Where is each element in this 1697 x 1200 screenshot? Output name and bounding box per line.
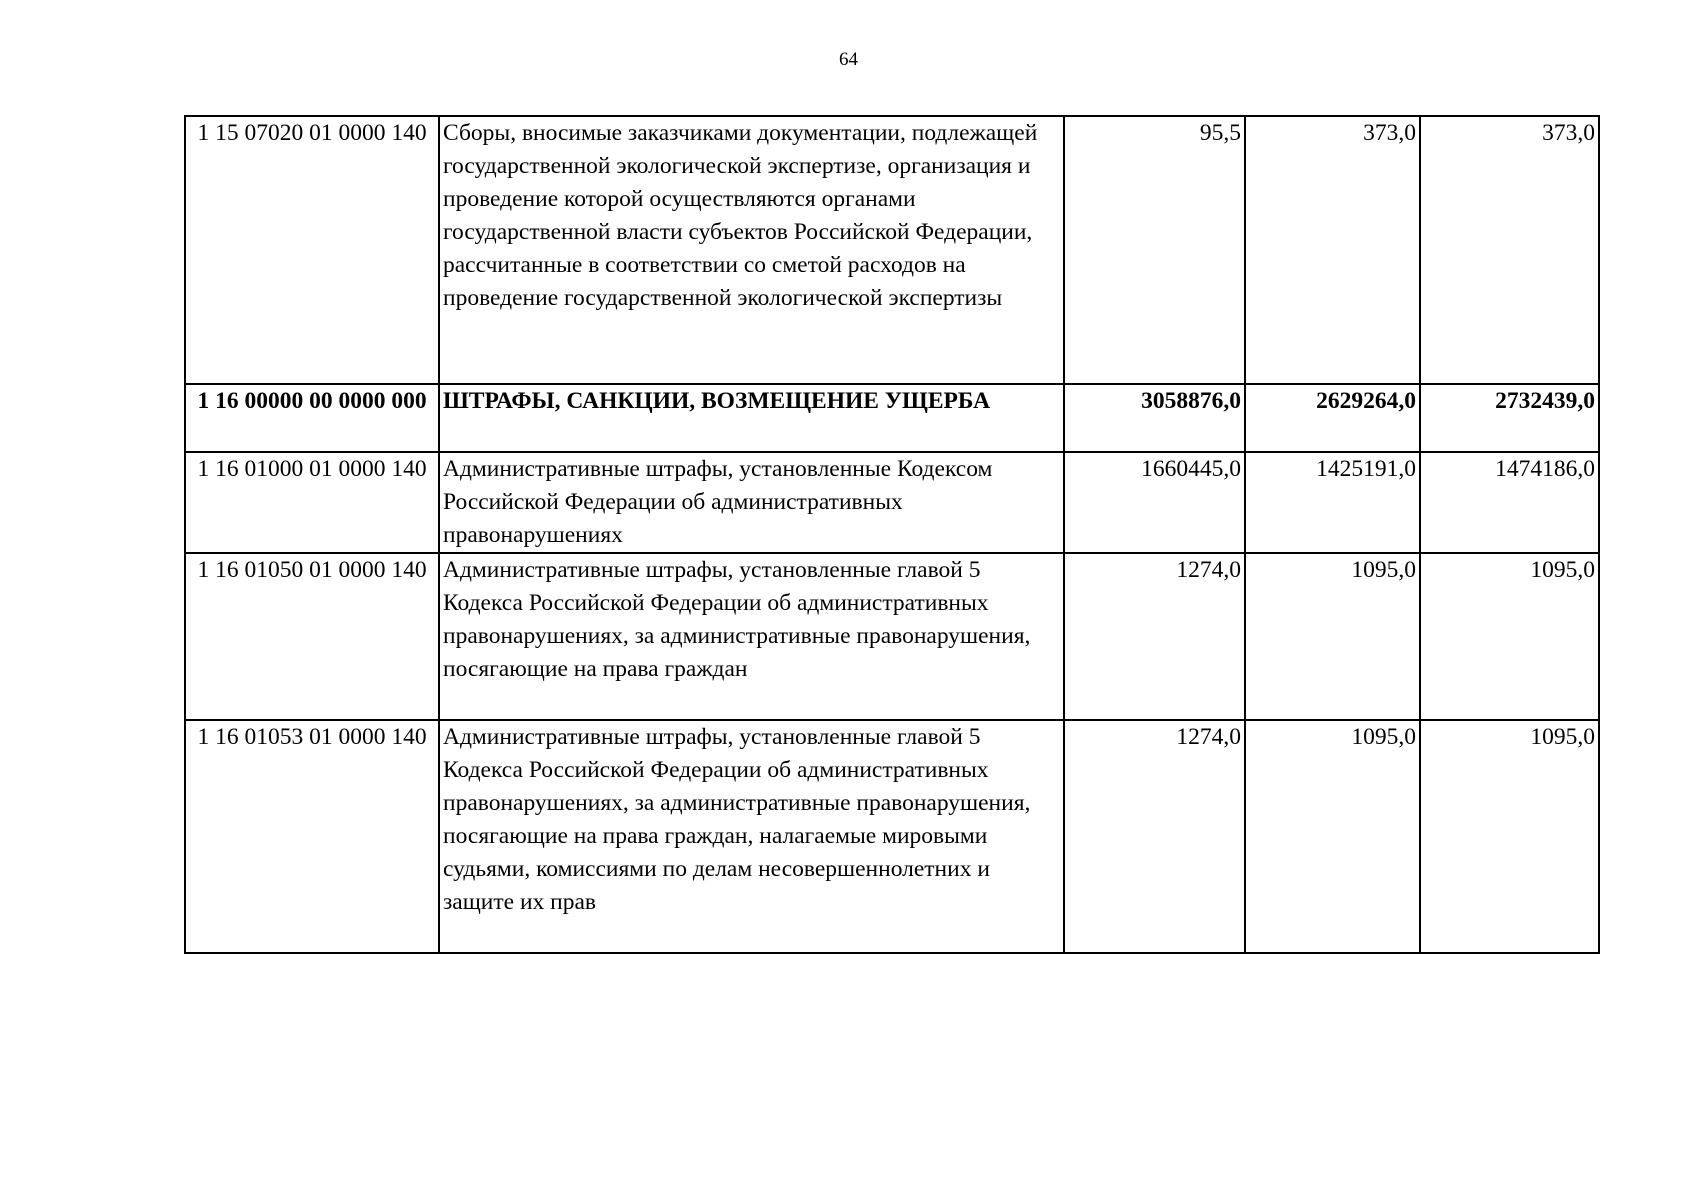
revenue-name-cell: Административные штрафы, установленные главой 5 Кодекса Российской Федерации об административных правонарушениях, за административные правонарушения, посягающие на права граждан, налагаемые мировыми судьями, комиссиями по делам несовершеннолетних и защите их прав: [439, 720, 1064, 953]
revenue-code-cell: 1 16 01000 01 0000 140: [185, 452, 439, 553]
table-row: [185, 553, 1599, 720]
value-year-1-cell: 1274,0: [1064, 720, 1245, 953]
table-row: [185, 116, 1599, 384]
revenue-table: [184, 115, 1600, 954]
table-row: [185, 720, 1599, 953]
value-year-3-cell: 2732439,0: [1420, 384, 1599, 452]
value-year-2-cell: 1095,0: [1245, 720, 1420, 953]
revenue-name-cell: Административные штрафы, установленные главой 5 Кодекса Российской Федерации об административных правонарушениях, за административные правонарушения, посягающие на права граждан: [439, 553, 1064, 720]
value-year-1-cell: 3058876,0: [1064, 384, 1245, 452]
value-year-3-cell: 373,0: [1420, 116, 1599, 384]
revenue-code-cell: 1 16 01050 01 0000 140: [185, 553, 439, 720]
value-year-3-cell: 1095,0: [1420, 553, 1599, 720]
value-year-2-cell: 1095,0: [1245, 553, 1420, 720]
revenue-name-cell: Административные штрафы, установленные Кодексом Российской Федерации об административных правонарушениях: [439, 452, 1064, 553]
value-year-2-cell: 373,0: [1245, 116, 1420, 384]
value-year-1-cell: 1660445,0: [1064, 452, 1245, 553]
table-row-section-header: [185, 384, 1599, 452]
table-row: [185, 452, 1599, 553]
value-year-1-cell: 1274,0: [1064, 553, 1245, 720]
revenue-name-cell: Сборы, вносимые заказчиками документации, подлежащей государственной экологической экспертизе, организация и проведение которой осуществляются органами государственной власти субъектов Российской Федерации, рассчитанные в соответствии со сметой расходов на проведение государственной экологической экспертизы: [439, 116, 1064, 384]
revenue-code-cell: 1 16 00000 00 0000 000: [185, 384, 439, 452]
value-year-3-cell: 1474186,0: [1420, 452, 1599, 553]
revenue-name-cell: ШТРАФЫ, САНКЦИИ, ВОЗМЕЩЕНИЕ УЩЕРБА: [439, 384, 1064, 452]
value-year-1-cell: 95,5: [1064, 116, 1245, 384]
revenue-code-cell: 1 16 01053 01 0000 140: [185, 720, 439, 953]
revenue-code-cell: 1 15 07020 01 0000 140: [185, 116, 439, 384]
value-year-3-cell: 1095,0: [1420, 720, 1599, 953]
value-year-2-cell: 1425191,0: [1245, 452, 1420, 553]
value-year-2-cell: 2629264,0: [1245, 384, 1420, 452]
page-number: 64: [839, 49, 858, 70]
